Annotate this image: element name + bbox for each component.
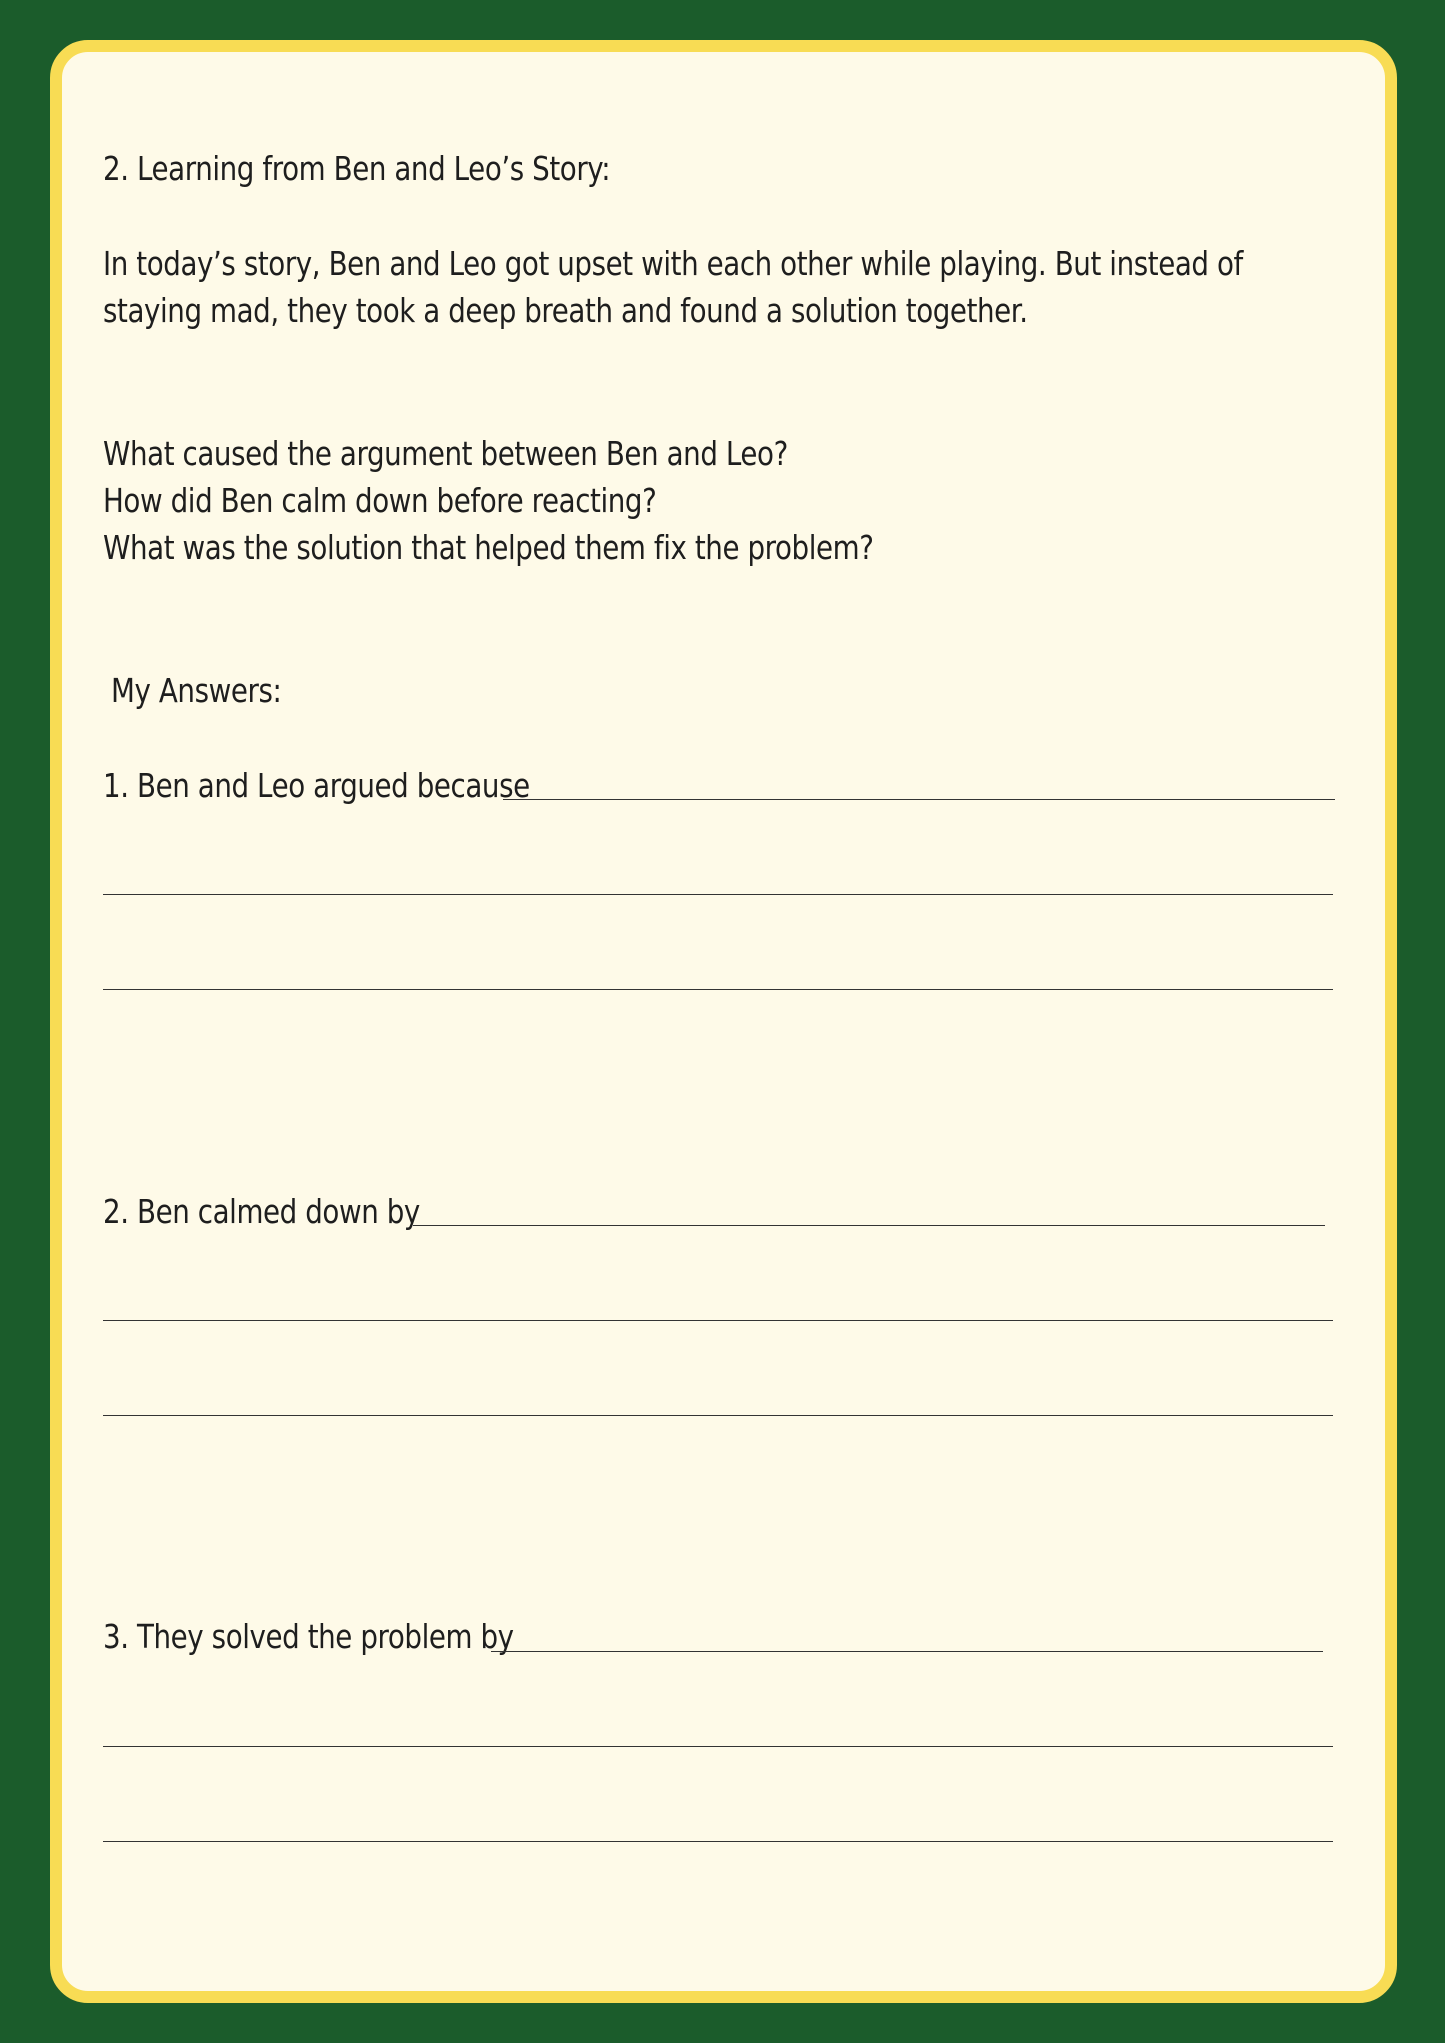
- answer-2-line-2[interactable]: [103, 1320, 1333, 1321]
- answer-1-line-2[interactable]: [103, 894, 1333, 895]
- answer-3-line-3[interactable]: [103, 1841, 1333, 1842]
- intro-line-1: In today’s story, Ben and Leo got upset with each other while playing. But instead of: [103, 244, 1243, 283]
- answer-1-prompt: 1. Ben and Leo argued because: [103, 766, 530, 805]
- intro-line-2: staying mad, they took a deep breath and found a solution together.: [103, 291, 1028, 330]
- answers-heading: My Answers:: [111, 671, 282, 710]
- answer-3-line-1[interactable]: [491, 1651, 1323, 1652]
- question-3: What was the solution that helped them fix the problem?: [103, 528, 874, 567]
- answer-2-prompt: 2. Ben calmed down by: [103, 1192, 420, 1231]
- question-1: What caused the argument between Ben and Leo?: [103, 434, 788, 473]
- answer-3-line-2[interactable]: [103, 1746, 1333, 1747]
- question-2: How did Ben calm down before reacting?: [103, 481, 657, 520]
- section-title: 2. Learning from Ben and Leo’s Story:: [103, 149, 611, 188]
- worksheet-card: [50, 40, 1397, 2003]
- answer-1-line-3[interactable]: [103, 989, 1333, 990]
- answer-2-line-3[interactable]: [103, 1415, 1333, 1416]
- answer-3-prompt: 3. They solved the problem by: [103, 1617, 514, 1656]
- answer-2-line-1[interactable]: [413, 1225, 1325, 1226]
- answer-1-line-1[interactable]: [503, 799, 1335, 800]
